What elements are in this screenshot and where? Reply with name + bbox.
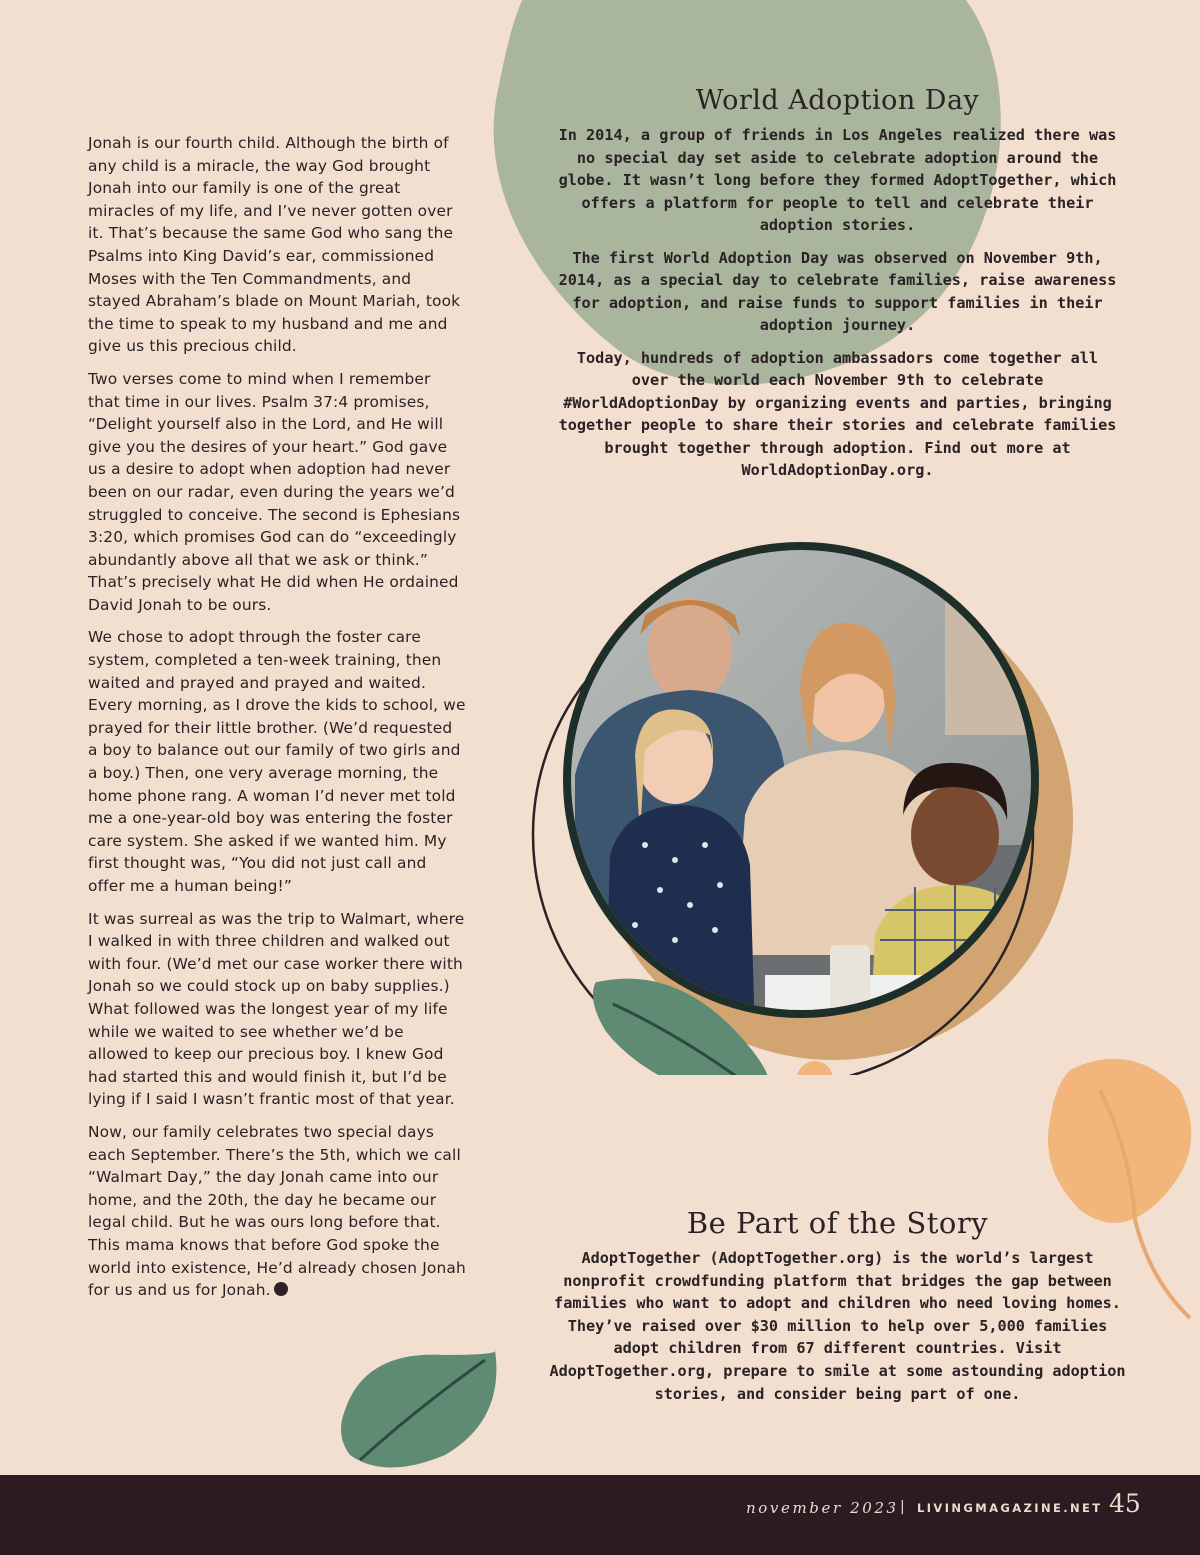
story-paragraph: It was surreal as was the trip to Walmart, where I walked in with three children and walked out with four. (We’d met our case worker there with Jonah so we could stock up on baby supplies.) What followed was the longest year of my life while we waited to see whether we’d be allowed to keep our precious boy. I knew God had started this and would finish it, but I’d be lying if I said I wasn’t frantic most of that year. (88, 909, 465, 1109)
world-adoption-day-body (555, 124, 1120, 492)
be-part-body (545, 1247, 1130, 1405)
end-mark-icon (274, 1282, 288, 1296)
page-number: 45 (1109, 1489, 1141, 1518)
story-paragraph: Jonah is our fourth child. Although the birth of any child is a miracle, the way God brought Jonah into our family is one of the great miracles of my life, and I’ve never gotten over it. That’s because the same God who sang the Psalms into King David’s ear, commissioned Moses with the Ten Commandments, and stayed Abraham’s blade on Mount Mariah, took the time to speak to my husband and me and give us this precious child. (88, 134, 461, 356)
family-photo-illustration (515, 515, 1085, 1075)
story-paragraph: Two verses come to mind when I remember that time in our lives. Psalm 37:4 promises, “Delight yourself also in the Lord, and He will give you the desires of your heart.” God gave us a desire to adopt when adoption had never been on our radar, even during the years we’d struggled to conceive. The second is Ephesians 3:20, which promises God can do “exceedingly abundantly above all that we ask or think.” That’s precisely what He did when He ordained David Jonah to be ours. (88, 369, 461, 614)
be-part-title: Be Part of the Story (686, 1206, 989, 1240)
footer-separator: | (900, 1499, 905, 1515)
world-adoption-day-title: World Adoption Day (695, 85, 980, 116)
story-paragraph: We chose to adopt through the foster care system, completed a ten-week training, then waited and prayed and prayed and waited. Every morning, as I drove the kids to school, we prayed for their little brother. (We’d requested a boy to balance out our family of two girls and a boy.) Then, one very average morning, the home phone rang. A woman I’d never met told me a one-year-old boy was entering the foster care system. She asked if we wanted him. My first thought was, “You did not just call and offer me a human being!” (88, 628, 466, 895)
footer-issue-date: november 2023 (746, 1499, 899, 1517)
story-paragraph: Now, our family celebrates two special days each September. There’s the 5th, which we call “Walmart Day,” the day Jonah came into our home, and the 20th, the day he became our legal child. But he was ours long before that. This mama knows that before God spoke the world into existence, He’d already chosen Jonah for us and us for Jonah. (88, 1122, 466, 1300)
be-part-paragraph: AdoptTogether (AdoptTogether.org) is the world’s largest nonprofit crowdfunding platform that bridges the gap between families who want to adopt and children who need loving homes. They’ve raised over $30 million to help over 5,000 families adopt children from 67 different countries. Visit AdoptTogether.org, prepare to smile at some astounding adoption stories, and consider being part of one. (549, 1249, 1126, 1403)
page-footer (0, 1475, 1200, 1555)
wad-paragraph: Today, hundreds of adoption ambassadors come together all over the world each November 9th to celebrate #WorldAdoptionDay by organizing events and parties, bringing together people to share their stories and celebrate families brought together through adoption. Find out more at WorldAdoptionDay.org. (558, 348, 1117, 479)
green-leaf-decoration (335, 1340, 505, 1475)
wad-paragraph: In 2014, a group of friends in Los Angeles realized there was no special day set aside to celebrate adoption around the globe. It wasn’t long before they formed AdoptTogether, which offers a platform for people to tell and celebrate their adoption stories. (558, 126, 1117, 234)
story-column (88, 132, 466, 1312)
footer-website: LIVINGMAGAZINE.NET (917, 1501, 1103, 1515)
story-paragraph-last (88, 1121, 466, 1302)
wad-paragraph: The first World Adoption Day was observed on November 9th, 2014, as a special day to celebrate families, raise awareness for adoption, and raise funds to support families in their adoption journey. (558, 248, 1117, 334)
